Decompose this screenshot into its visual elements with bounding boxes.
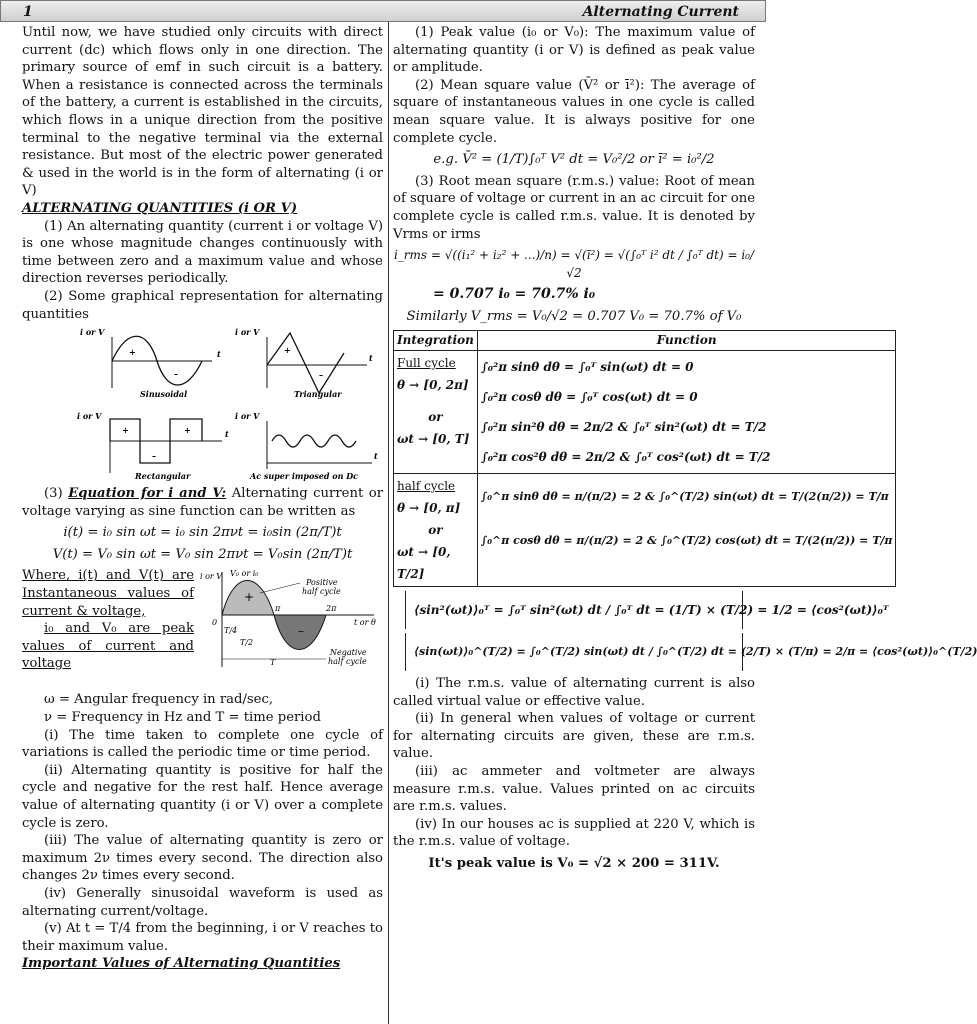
negative-label-2: half cycle — [328, 657, 367, 667]
sine-cycle-diagram — [202, 567, 382, 685]
intro-paragraph: Until now, we have studied only circuits with direct current (dc) which flows only in one direction. The primary source of emf in such circuit is a battery. When a resistance is connected across the terminals of the battery, a current is established in the circuits, which flows in a unique direction from the positive terminal to the negative terminal via the external resistance. But most of the electric power generated & used in the world is in the form of alternating (i or V) — [22, 25, 383, 199]
x-axis-label: t or θ — [354, 618, 376, 628]
full-cycle-label: Full cycle — [397, 356, 456, 371]
table-header: Integration — [394, 330, 478, 351]
quarter-period-label: T/4 — [224, 626, 238, 636]
point-3-text: Alternating current or voltage varying as sine function can be written as — [22, 486, 383, 519]
half-cycle-functions — [477, 474, 896, 587]
instantaneous-values: Where, i(t) and V(t) are Instantaneous values of current & voltage, — [22, 568, 194, 619]
pi-label: π — [275, 604, 281, 614]
positive-label: Positive — [306, 578, 338, 588]
average-sin-half: ⟨sin(ωt)⟩₀^(T/2) = ∫₀^(T/2) sin(ωt) dt / ∫₀^(T/2) dt = (2/T) × (T/π) = 2/π = ⟨cos²(ωt)⟩₀^(T/2) — [405, 633, 743, 671]
point-1: (1) An alternating quantity (current i or voltage V) is one whose magnitude changes continuously with time between zero and a maximum value and whose direction reverses periodically. — [22, 218, 383, 287]
ac-on-dc-label: Ac super imposed on Dc — [250, 471, 359, 482]
page-number: 1 — [23, 4, 33, 20]
peak-values: i₀ and V₀ are peak values of current and voltage — [22, 621, 194, 672]
point-3-number: (3) — [44, 486, 63, 502]
peak-label: V₀ or i₀ — [230, 569, 259, 579]
or-label: or — [428, 523, 443, 538]
half-cycle-label: half cycle — [397, 479, 456, 494]
point-3 — [22, 485, 383, 520]
triangular-label: Triangular — [294, 389, 342, 400]
half-theta-range: θ → [0, π] — [397, 501, 461, 516]
integral-row: ∫₀²π sinθ dθ = ∫₀ᵀ sin(ωt) dt = 0 — [480, 360, 694, 375]
current-equation: i(t) = i₀ sin ωt = i₀ sin 2πνt = i₀sin (2π/T)t — [63, 525, 342, 541]
plus-sign: + — [184, 425, 191, 436]
full-theta-range: θ → [0, 2π] — [397, 378, 469, 393]
integral-row: ∫₀²π cos²θ dθ = 2π/2 & ∫₀ᵀ cos²(ωt) dt = T/2 — [480, 450, 771, 465]
note-iv: (iv) In our houses ac is supplied at 220 V, which is the r.m.s. value of voltage. — [393, 816, 755, 850]
item-i: (i) The time taken to complete one cycle of variations is called the periodic time or time period. — [22, 727, 383, 761]
section-heading: ALTERNATING QUANTITIES (i OR V) — [22, 200, 298, 216]
plus-sign: + — [122, 425, 129, 436]
axis-label: i or V — [80, 327, 105, 338]
positive-label-2: half cycle — [302, 587, 341, 597]
minus-sign: – — [174, 369, 178, 380]
zero-label: 0 — [212, 618, 218, 628]
axis-label: t — [374, 451, 378, 462]
minus-sign: – — [319, 370, 323, 381]
plus-sign: + — [244, 590, 255, 605]
peak-value-def: (1) Peak value (i₀ or V₀): The maximum value of alternating quantity (i or V) is defined as peak value or amplitude. — [393, 25, 755, 76]
table-header: Function — [477, 330, 896, 351]
column-divider — [388, 22, 389, 1024]
rms-result: = 0.707 i₀ = 70.7% i₀ — [433, 286, 595, 303]
half-cycle-cell — [394, 474, 478, 587]
right-column — [393, 24, 977, 877]
half-period-label: T/2 — [240, 638, 254, 648]
item-ii: (ii) Alternating quantity is positive for half the cycle and negative for the rest half. Hence average value of alternating quantity (i or V) over a complete cycle is zero. — [22, 762, 383, 831]
note-iii: (iii) ac ammeter and voltmeter are always measure r.m.s. value. Values printed on ac circuits are r.m.s. values. — [393, 764, 755, 815]
item-iii: (iii) The value of alternating quantity is zero or maximum 2ν times every second. The direction also changes 2ν times every second. — [22, 833, 383, 884]
axis-label: i or V — [235, 411, 260, 422]
note-i: (i) The r.m.s. value of alternating current is also called virtual value or effective value. — [393, 676, 755, 709]
full-t-range: ωt → [0, T] — [397, 432, 470, 447]
period-label: T — [270, 658, 276, 668]
integral-row: ∫₀²π cosθ dθ = ∫₀ᵀ cos(ωt) dt = 0 — [480, 390, 698, 405]
axis-label: i or V — [235, 327, 260, 338]
rectangular-label: Rectangular — [135, 471, 191, 482]
nu-definition: ν = Frequency in Hz and T = time period — [44, 710, 321, 726]
page-header — [0, 0, 766, 22]
omega-definition: ω = Angular frequency in rad/sec, — [44, 692, 274, 708]
item-iv: (iv) Generally sinusoidal waveform is used as alternating current/voltage. — [22, 886, 383, 919]
full-cycle-functions — [477, 351, 896, 474]
peak-voltage-result: It's peak value is V₀ = √2 × 200 = 311V. — [428, 856, 720, 872]
minus-sign: – — [152, 451, 156, 462]
negative-label: Negative — [330, 648, 367, 658]
half-t-range: ωt → [0, T/2] — [397, 545, 451, 582]
triangle-wave — [267, 333, 344, 393]
rms-equation: i_rms = √((i₁² + i₂² + ...)/n) = √(ī²) = √(∫₀ᵀ i² dt / ∫₀ᵀ dt) = i₀/√2 — [393, 248, 755, 280]
axis-label: t — [369, 353, 373, 364]
chapter-title: Alternating Current — [582, 4, 739, 20]
integration-table — [393, 330, 896, 588]
y-axis-label: i or V — [200, 572, 223, 582]
sinusoidal-label: Sinusoidal — [140, 389, 188, 400]
ac-on-dc-wave — [272, 435, 356, 447]
integral-row: ∫₀^π cosθ dθ = π/(π/2) = 2 & ∫₀^(T/2) cos(ωt) dt = T/(2(π/2)) = T/π — [480, 534, 893, 548]
mean-square-def: (2) Mean square value (V̄² or ī²): The average of square of instantaneous values in one cycle is called mean square value. It is always positive for one complete cycle. — [393, 77, 755, 146]
two-pi-label: 2π — [326, 604, 337, 614]
plus-sign: + — [129, 347, 136, 358]
vrms-equation: Similarly V_rms = V₀/√2 = 0.707 V₀ = 70.7% of V₀ — [406, 308, 742, 324]
integral-row: ∫₀²π sin²θ dθ = 2π/2 & ∫₀ᵀ sin²(ωt) dt = T/2 — [480, 420, 767, 435]
integral-row: ∫₀^π sinθ dθ = π/(π/2) = 2 & ∫₀^(T/2) sin(ωt) dt = T/(2(π/2)) = T/π — [480, 490, 889, 504]
or-label: or — [428, 410, 443, 425]
minus-sign: – — [298, 624, 304, 639]
point-3-heading: Equation for i and V: — [68, 486, 227, 502]
mean-square-equation: e.g. V̄² = (1/T)∫₀ᵀ V² dt = V₀²/2 or ī² = i₀²/2 — [433, 152, 715, 168]
item-v: (v) At t = T/4 from the beginning, i or V reaches to their maximum value. — [22, 921, 383, 954]
plus-sign: + — [284, 345, 291, 356]
rms-def: (3) Root mean square (r.m.s.) value: Root of mean of square of voltage or current in an ac circuit for one complete cycle is called r.m.s. value. It is denoted by Vrms or irms — [393, 173, 755, 242]
point-2: (2) Some graphical representation for alternating quantities — [22, 288, 383, 322]
waveform-graphs — [22, 323, 383, 483]
voltage-equation: V(t) = V₀ sin ωt = V₀ sin 2πνt = V₀sin (2π/T)t — [52, 546, 353, 562]
axis-label: t — [225, 429, 229, 440]
axis-label: i or V — [77, 411, 102, 422]
full-cycle-cell — [394, 351, 478, 474]
note-ii: (ii) In general when values of voltage or current for alternating circuits are given, these are r.m.s. value. — [393, 711, 755, 762]
bottom-heading: Important Values of Alternating Quantities — [22, 956, 341, 972]
wave-explanation-block — [22, 567, 383, 691]
left-column — [22, 24, 383, 973]
average-sin-squared: ⟨sin²(ωt)⟩₀ᵀ = ∫₀ᵀ sin²(ωt) dt / ∫₀ᵀ dt = (1/T) × (T/2) = 1/2 = ⟨cos²(ωt)⟩₀ᵀ — [405, 591, 743, 629]
axis-label: t — [217, 349, 221, 360]
